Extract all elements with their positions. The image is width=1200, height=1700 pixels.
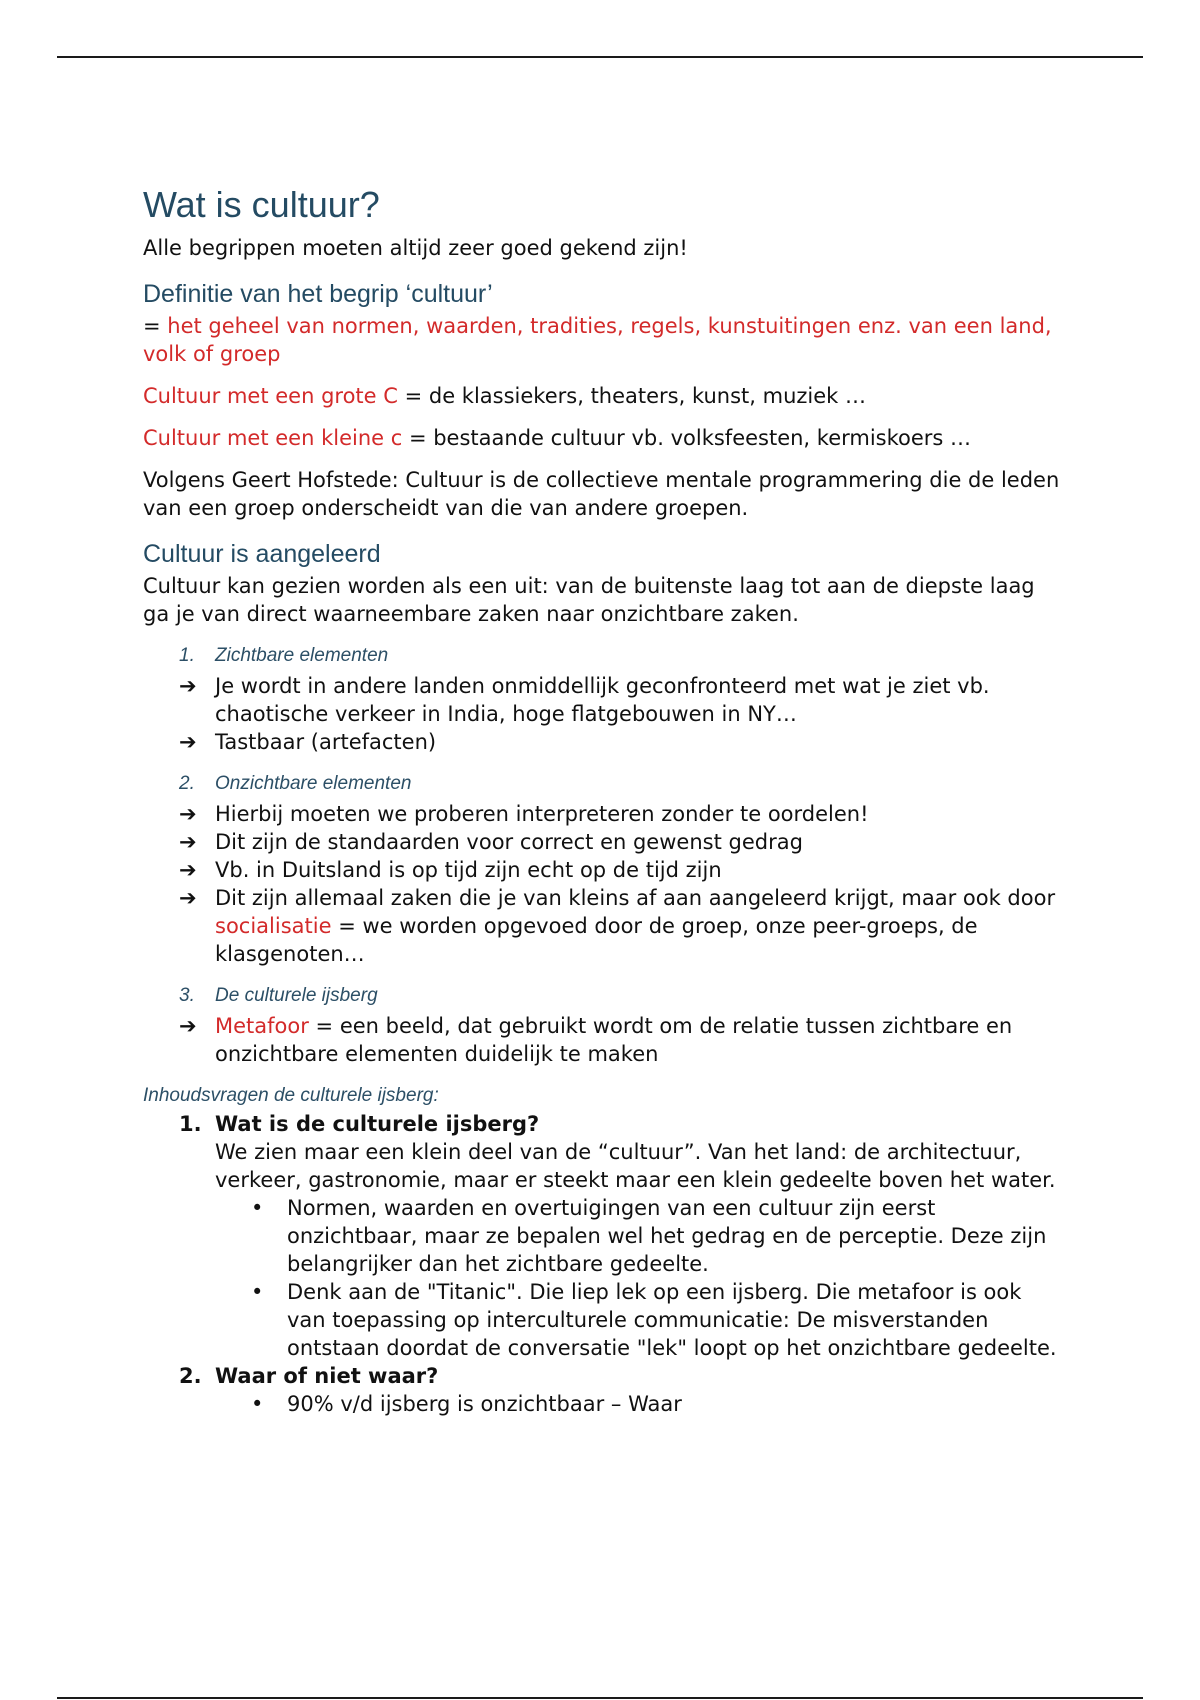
subheading-onzichtbare: 2. Onzichtbare elementen <box>179 773 412 794</box>
list-item: ➔ Dit zijn de standaarden voor correct en gewenst gedrag <box>179 830 803 854</box>
zichtbare-list <box>143 672 1063 756</box>
answer-bullets <box>215 1390 1063 1418</box>
question-1: 1. Wat is de culturele ijsberg? We zien maar een klein deel van de “cultuur”. Van het land: de architectuur, verkeer, gastronomie, maar er steekt maar een klein gedeelte boven het water. • Normen, waarden en overtuigingen van een cultuur zijn eerst onzichtbaar, maar ze bepalen wel het gedrag en de perceptie. Deze zijn belangrijker dan het zichtbare gedeelte. • Denk aan de "Titanic". Die liep lek op een ijsberg. Die metafoor is ook van toepassing op interculturele communicatie: De misverstanden ontstaan doordat de conversatie "lek" loopt op het onzichtbare gedeelte. <box>179 1110 1063 1362</box>
definition-text: = het geheel van normen, waarden, tradities, regels, kunstuitingen enz. van een land, volk of groep <box>143 314 1052 366</box>
arrow-icon: ➔ <box>179 802 197 826</box>
heading-definitie: Definitie van het begrip ‘cultuur’ <box>143 280 493 308</box>
subheading-ijsberg: 3. De culturele ijsberg <box>179 985 378 1006</box>
arrow-icon: ➔ <box>179 830 197 854</box>
kleine-c-text: Cultuur met een kleine c = bestaande cultuur vb. volksfeesten, kermiskoers … <box>143 426 972 450</box>
questions-heading: Inhoudsvragen de culturele ijsberg: <box>143 1085 439 1106</box>
top-rule <box>57 56 1143 58</box>
bullet-icon: • <box>251 1280 264 1304</box>
bottom-rule <box>57 1697 1143 1699</box>
list-item: ➔ Vb. in Duitsland is op tijd zijn echt op de tijd zijn <box>179 858 722 882</box>
subheading-zichtbare: 1. Zichtbare elementen <box>179 645 389 666</box>
list-item: ➔ Metafoor = een beeld, dat gebruikt wordt om de relatie tussen zichtbare en onzichtbare elementen duidelijk te maken <box>179 1014 1013 1066</box>
answer-bullets <box>215 1194 1063 1362</box>
list-item: ➔ Je wordt in andere landen onmiddellijk geconfronteerd met wat je ziet vb. chaotische verkeer in India, hoge flatgebouwen in NY… <box>179 674 990 726</box>
socialisatie-term: socialisatie <box>215 914 332 938</box>
list-item: ➔ Dit zijn allemaal zaken die je van kleins af aan aangeleerd krijgt, maar ook door socialisatie = we worden opgevoed door de groep, onze peer-groeps, de klasgenoten… <box>179 886 1056 966</box>
grote-c-text: Cultuur met een grote C = de klassiekers, theaters, kunst, muziek … <box>143 384 867 408</box>
list-item: ➔ Tastbaar (artefacten) <box>179 730 437 754</box>
arrow-icon: ➔ <box>179 886 197 910</box>
metafoor-term: Metafoor <box>215 1014 309 1038</box>
arrow-icon: ➔ <box>179 1014 197 1038</box>
aangeleerd-text: Cultuur kan gezien worden als een uit: van de buitenste laag tot aan de diepste laag ga je van direct waarneembare zaken naar onzichtbare zaken. <box>143 574 1035 626</box>
list-item: ➔ Hierbij moeten we proberen interpreteren zonder te oordelen! <box>179 802 869 826</box>
definition-highlight: het geheel van normen, waarden, tradities, regels, kunstuitingen enz. van een land, volk of groep <box>143 314 1052 366</box>
onzichtbare-list <box>143 800 1063 968</box>
question-title: Waar of niet waar? <box>215 1364 439 1388</box>
grote-c-term: Cultuur met een grote C <box>143 384 398 408</box>
page-title: Wat is cultuur? <box>143 184 380 225</box>
document-page <box>143 180 1063 1418</box>
hofstede-text: Volgens Geert Hofstede: Cultuur is de collectieve mentale programmering die de leden van een groep onderscheidt van die van andere groepen. <box>143 468 1060 520</box>
question-2: 2. Waar of niet waar? • 90% v/d ijsberg is onzichtbaar – Waar <box>179 1362 1063 1418</box>
list-item: • 90% v/d ijsberg is onzichtbaar – Waar <box>251 1392 682 1416</box>
bullet-icon: • <box>251 1196 264 1220</box>
arrow-icon: ➔ <box>179 858 197 882</box>
list-item: • Denk aan de "Titanic". Die liep lek op een ijsberg. Die metafoor is ook van toepassing op interculturele communicatie: De misverstanden ontstaan doordat de conversatie "lek" loopt op het onzichtbare gedeelte. <box>251 1280 1057 1360</box>
heading-aangeleerd: Cultuur is aangeleerd <box>143 540 381 568</box>
arrow-icon: ➔ <box>179 730 197 754</box>
questions-list <box>143 1110 1063 1418</box>
ijsberg-list <box>143 1012 1063 1068</box>
kleine-c-term: Cultuur met een kleine c <box>143 426 403 450</box>
question-title: Wat is de culturele ijsberg? <box>215 1112 540 1136</box>
arrow-icon: ➔ <box>179 674 197 698</box>
list-item: • Normen, waarden en overtuigingen van een cultuur zijn eerst onzichtbaar, maar ze bepalen wel het gedrag en de perceptie. Deze zijn belangrijker dan het zichtbare gedeelte. <box>251 1196 1047 1276</box>
bullet-icon: • <box>251 1392 264 1416</box>
intro-text: Alle begrippen moeten altijd zeer goed gekend zijn! <box>143 236 688 260</box>
question-answer: We zien maar een klein deel van de “cultuur”. Van het land: de architectuur, verkeer, gastronomie, maar er steekt maar een klein gedeelte boven het water. <box>215 1140 1056 1192</box>
